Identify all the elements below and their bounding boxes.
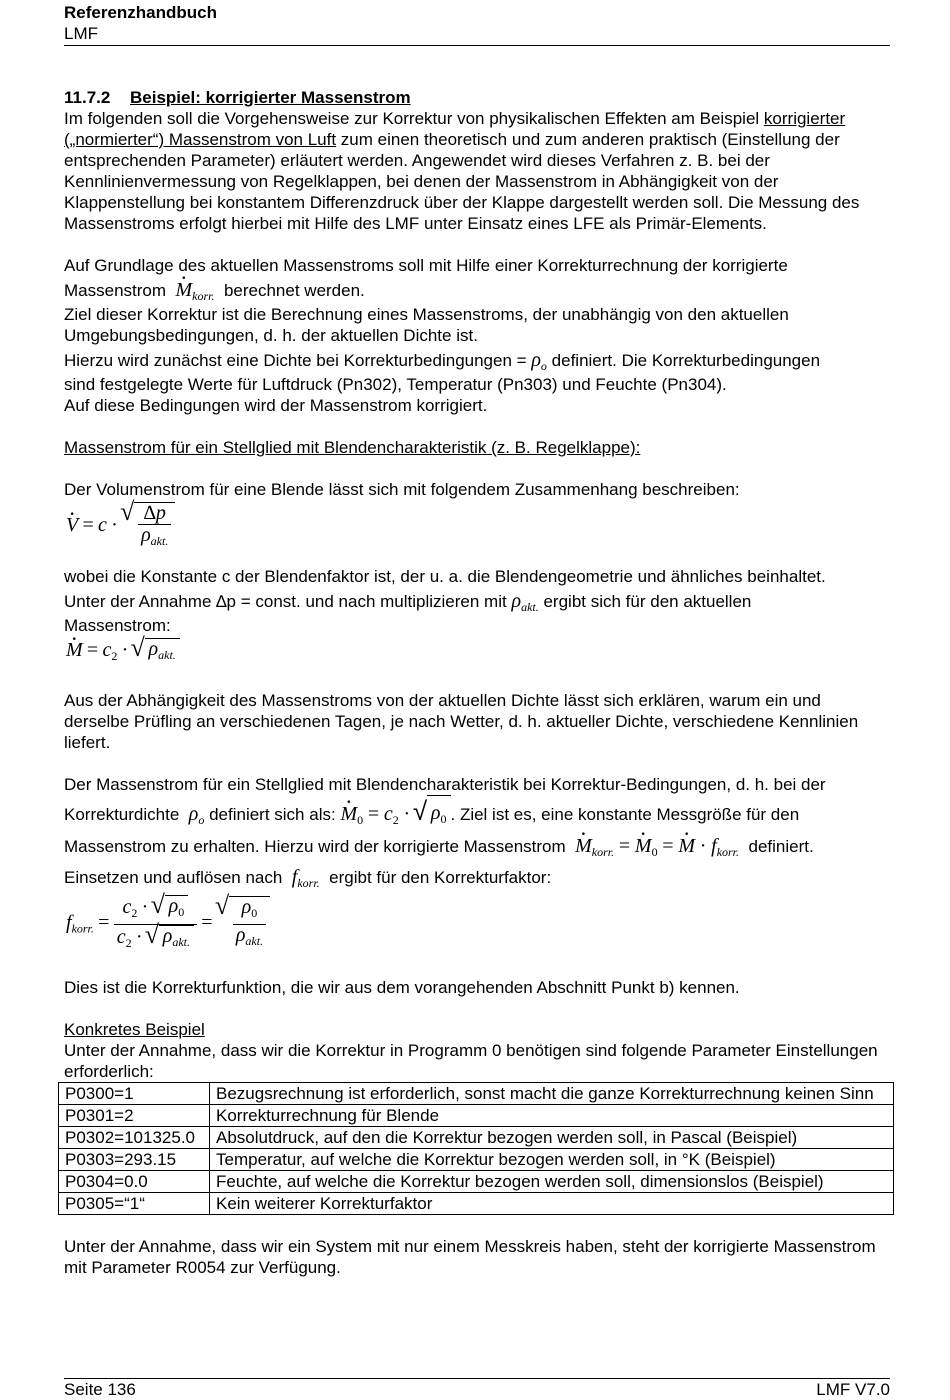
math-V: · V [66, 515, 78, 536]
math-eq-7: = [201, 911, 213, 934]
section-heading [64, 87, 890, 108]
correction-line-1: Der Massenstrom für ein Stellglied mit Blendencharakteristik bei Korrektur-Bedingungen, d. h. bei der [64, 775, 826, 794]
correction-text-d: Massenstrom zu erhalten. Hierzu wird der korrigierte Massenstrom [64, 837, 566, 856]
parameter-table [58, 1082, 894, 1215]
correction-text-g: ergibt für den Korrekturfaktor: [329, 868, 552, 887]
math-M0: · M [340, 797, 357, 831]
formula-mass-flow [66, 638, 890, 668]
basis-text: Massenstrom [64, 281, 167, 300]
dependency-paragraph: Aus der Abhängigkeit des Massenstroms von der aktuellen Dichte lässt sich erklären, warum ein und derselbe Prüfling an verschiedenen Tagen, je nach Wetter, d. h. aktueller Dichte, verschiedene Kennlinien liefert. [64, 691, 859, 752]
math-M0-2: · M [635, 829, 652, 863]
correction-text-f: Einsetzen und auflösen nach [64, 868, 283, 887]
formula-correction-factor [66, 895, 890, 967]
mass-flow-label: Massenstrom: [64, 616, 171, 635]
math-mass-flow: · M [175, 276, 192, 304]
math-cdot-5: · [141, 895, 149, 918]
correction-text-b: definiert sich als: [209, 804, 336, 824]
desc-cell: Bezugsrechnung ist erforderlich, sonst macht die ganze Korrekturrechnung keinen Sinn [210, 1083, 894, 1105]
table-row [59, 1193, 894, 1215]
basis-line-2 [64, 276, 890, 304]
desc-cell: Korrekturrechnung für Blende [210, 1105, 894, 1127]
correction-function-line: Dies ist die Korrekturfunktion, die wir aus dem vorangehenden Abschnitt Punkt b) kennen. [64, 978, 740, 997]
sqrt-symbol-5 [159, 925, 194, 953]
basis-text-b: berechnet werden. [223, 281, 365, 300]
footer-divider [64, 1378, 890, 1379]
header-title: Referenzhandbuch [64, 3, 218, 22]
math-sub-korr-2: korr. [591, 845, 615, 859]
density-text-a: Hierzu wird zunächst eine Dichte bei Korrekturbedingungen = [64, 351, 527, 370]
math-sub-0-2: 0 [440, 812, 447, 826]
basis-line-1: Auf Grundlage des aktuellen Massenstroms soll mit Hilfe einer Korrekturrechnung der korrigierte [64, 256, 788, 275]
math-sub-korr-3: korr. [716, 845, 740, 859]
correction-text-e: definiert. [748, 837, 814, 856]
param-cell: P0305=“1“ [59, 1193, 210, 1215]
math-sub-korr-4: korr. [297, 876, 320, 890]
math-rho-6: ρ [162, 924, 173, 947]
math-sub-akt-4: akt. [172, 934, 191, 949]
param-cell: P0304=0.0 [59, 1171, 210, 1193]
sqrt-symbol-6 [229, 896, 270, 952]
density-line [64, 346, 890, 374]
math-sub-korr: korr. [192, 289, 215, 303]
math-cdot-6: · [135, 925, 143, 948]
math-rho-8: ρ [235, 924, 246, 947]
math-eq-2: = [86, 638, 99, 661]
math-rho-o: ρ [188, 802, 199, 825]
math-sub-2-4: 2 [125, 935, 132, 950]
desc-cell: Kein weiterer Korrekturfaktor [210, 1193, 894, 1215]
math-rho-akt: ρ [511, 590, 522, 612]
math-cdot-3: · [403, 802, 411, 825]
correction-text-a: Korrekturdichte [64, 804, 180, 824]
math-c2: c [102, 638, 112, 661]
math-rho: ρ [531, 349, 541, 371]
table-row [59, 1171, 894, 1193]
math-sub-2-3: 2 [131, 905, 138, 920]
math-c2-3: c [122, 895, 132, 918]
table-row [59, 1127, 894, 1149]
math-sub-0-4: 0 [178, 905, 185, 919]
math-c2-4: c [116, 925, 126, 948]
sqrt-symbol-4 [165, 895, 189, 923]
math-sub-0-5: 0 [251, 906, 258, 921]
main-content [64, 87, 890, 1278]
math-sub-0-3: 0 [651, 845, 658, 859]
correction-line-4 [64, 863, 890, 891]
correction-line-3 [64, 829, 890, 863]
example-intro: Unter der Annahme, dass wir die Korrektur in Programm 0 benötigen sind folgende Parameter Einstellungen erforderlich: [64, 1041, 878, 1081]
math-eq-3: = [367, 802, 380, 825]
math-c: c [98, 513, 107, 536]
param-cell: P0301=2 [59, 1105, 210, 1127]
math-dp: ∆p [143, 502, 166, 524]
math-sub-2: 2 [111, 648, 118, 663]
math-sub-akt: akt. [150, 534, 169, 548]
volume-flow-intro: Der Volumenstrom für eine Blende lässt sich mit folgendem Zusammenhang beschreiben: [64, 480, 740, 499]
fraction-2 [114, 895, 197, 954]
conditions-line-2: Auf diese Bedingungen wird der Massenstrom korrigiert. [64, 396, 488, 415]
math-rho-den: ρ [141, 524, 151, 546]
math-eq-5: = [662, 835, 674, 857]
math-sub-o: o [540, 359, 547, 373]
math-M-korr: · M [575, 829, 592, 863]
assumption-text-b: ergibt sich für den aktuellen [543, 592, 752, 611]
orifice-factor-line: wobei die Konstante c der Blendenfaktor ist, der u. a. die Blendengeometrie und ähnliches beinhaltet. [64, 567, 826, 586]
footer-version: LMF V7.0 [816, 1380, 890, 1399]
math-rho-5: ρ [168, 895, 179, 917]
header-subtitle: LMF [64, 24, 98, 43]
math-sub-0: 0 [357, 812, 364, 827]
math-sub-o-2: o [198, 812, 205, 827]
math-eq-6: = [98, 911, 110, 934]
assumption-line [64, 587, 890, 615]
table-row [59, 1149, 894, 1171]
correction-text-c: . Ziel ist es, eine konstante Messgröße für den [450, 804, 800, 824]
math-sub-akt-2: akt. [521, 600, 539, 614]
table-row [59, 1105, 894, 1127]
sqrt-symbol-3 [427, 795, 451, 836]
section-title: Beispiel: korrigierter Massenstrom [130, 88, 411, 107]
math-rho-7: ρ [241, 896, 252, 919]
math-sub-akt-5: akt. [245, 934, 264, 949]
footer-page-number: Seite 136 [64, 1380, 136, 1399]
math-c2-2: c [383, 802, 393, 825]
math-sub-korr-5: korr. [71, 921, 94, 936]
table-row [59, 1083, 894, 1105]
intro-text-a: Im folgenden soll die Vorgehensweise zur Korrektur von physikalischen Effekten am Beispiel [64, 109, 760, 128]
math-sub-akt-3: akt. [158, 648, 176, 662]
math-f-2: f [291, 866, 298, 888]
math-cdot-4: · [699, 835, 707, 857]
param-cell: P0303=293.15 [59, 1149, 210, 1171]
math-sub-2-2: 2 [392, 812, 399, 827]
example-heading: Konkretes Beispiel [64, 1020, 205, 1039]
goal-line: Ziel dieser Korrektur ist die Berechnung eines Massenstroms, der unabhängig von den aktuellen Umgebungsbedingungen, d. h. der aktuellen Dichte ist. [64, 305, 789, 345]
math-rho-4: ρ [430, 802, 441, 824]
closing-paragraph: Unter der Annahme, dass wir ein System mit nur einem Messkreis haben, steht der korrigierte Massenstrom mit Parameter R0054 zur Verfügung. [64, 1237, 876, 1277]
sqrt-symbol-2 [145, 638, 180, 666]
intro-paragraph [64, 108, 890, 234]
intro-text-c: zum einen theoretisch und zum anderen praktisch (Einstellung der entsprechenden Parameter) erläutert werden. Angewendet wird dieses Verfahren z. B. bei der Kennlinienvermessung von Regelklappen, bei denen der Massenstrom in Abhängigkeit von der Klappenstellung bei konstantem Differenzdruck über der Klappe dargestellt werden soll. Die Messung des Massenstroms erfolgt hierbei mit Hilfe des LMF unter Einsatz eines LFE als Primär-Elements. [64, 130, 860, 233]
math-f: f [711, 835, 717, 857]
desc-cell: Feuchte, auf welche die Korrektur bezogen werden soll, dimensionslos (Beispiel) [210, 1171, 894, 1193]
sqrt-symbol [134, 502, 175, 552]
desc-cell: Temperatur, auf welche die Korrektur bezogen werden soll, in °K (Beispiel) [210, 1149, 894, 1171]
desc-cell: Absolutdruck, auf den die Korrektur bezogen werden soll, in Pascal (Beispiel) [210, 1127, 894, 1149]
conditions-line: sind festgelegte Werte für Luftdruck (Pn302), Temperatur (Pn303) und Feuchte (Pn304). [64, 375, 727, 394]
section-number: 11.7.2 [64, 88, 111, 107]
header-divider [64, 45, 890, 46]
math-cdot-2: · [121, 638, 129, 661]
math-eq-4: = [618, 835, 631, 857]
assumption-text-a: Unter der Annahme ∆p = const. und nach multiplizieren mit [64, 592, 507, 611]
math-eq: = [82, 513, 94, 536]
math-M-3: · M [678, 829, 695, 863]
math-M-2: · M [66, 640, 83, 661]
fraction [138, 503, 171, 552]
correction-line-2 [64, 795, 890, 829]
math-f-3: f [66, 911, 72, 934]
subheading: Massenstrom für ein Stellglied mit Blendencharakteristik (z. B. Regelklappe): [64, 438, 641, 457]
math-rho-3: ρ [148, 638, 159, 660]
param-cell: P0300=1 [59, 1083, 210, 1105]
fraction-3 [233, 897, 266, 952]
formula-volume-flow [66, 502, 890, 562]
math-cdot: · [111, 513, 118, 536]
density-text-b: definiert. Die Korrekturbedingungen [551, 351, 821, 370]
intro-text-underlined: korrigierter („normierter“) Massenstrom von Luft [64, 109, 846, 149]
param-cell: P0302=101325.0 [59, 1127, 210, 1149]
